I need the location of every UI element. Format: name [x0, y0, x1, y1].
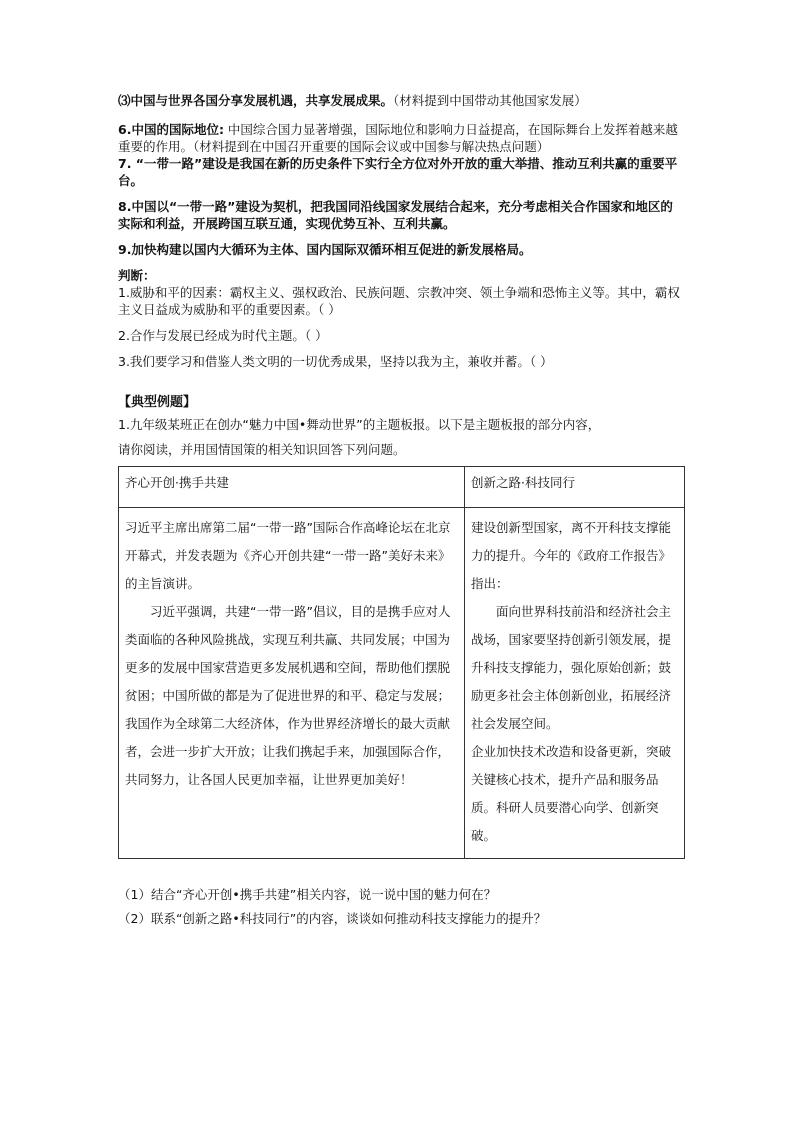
board-right-paragraph-2: 面向世界科技前沿和经济社会主战场，国家要坚持创新引领发展，提升科技支撑能力，强化原始创新；鼓励更多社会主体创新创业，拓展经济社会发展空间。 [471, 604, 672, 731]
question-2: （2）联系“创新之路•科技同行”的内容，谈谈如何推动科技支撑能力的提升？ [118, 911, 547, 926]
judge-item-3: 3.我们要学习和借鉴人类文明的一切优秀成果，坚持以我为主，兼收并蓄。（ ） [118, 354, 553, 369]
point-6 [118, 121, 684, 155]
point-8: 8.中国以“一带一路”建设为契机，把我国同沿线国家发展结合起来，充分考虑相关合作国家和地区的实际和利益，开展跨国互联互通，实现优势互补、互利共赢。 [118, 199, 673, 231]
point-3-note: （材料提到中国带动其他国家发展） [393, 93, 587, 108]
point-3-bold: ⑶中国与世界各国分享发展机遇，共享发展成果。 [118, 93, 394, 108]
board-right-paragraph-1: 建设创新型国家，离不开科技支撑能力的提升。今年的《政府工作报告》指出： [471, 520, 672, 591]
question-list [118, 883, 684, 931]
board-left-paragraph-1: 习近平主席出席第二届“一带一路”国际合作高峰论坛在北京开幕式，并发表题为《齐心开创共建“一带一路”美好未来》的主旨演讲。 [125, 520, 451, 591]
point-7: 7. “一带一路”建设是我国在新的历史条件下实行全方位对外开放的重大举措、推动互利共赢的重要平台。 [118, 156, 678, 188]
board-header-row [119, 467, 685, 508]
board-left-paragraph-2: 习近平强调，共建“一带一路”倡议，目的是携手应对人类面临的各种风险挑战，实现互利共赢、共同发展；中国为更多的发展中国家营造更多发展机遇和空间，帮助他们摆脱贫困；中国所做的都是为了促进世界的和平、稳定与发展；我国作为全球第二大经济体，作为世界经济增长的最大贡献者，会进一步扩大开放；让我们携起手来，加强国际合作，共同努力，让各国人民更加幸福，让世界更加美好！ [125, 604, 451, 787]
board-left-header: 齐心开创·携手共建 [119, 467, 465, 508]
judge-title: 判断： [118, 268, 156, 283]
question-1: （1）结合“齐心开创•携手共建”相关内容，说一说中国的魅力何在？ [118, 887, 497, 902]
point-3 [118, 92, 684, 109]
board-left-cell [119, 508, 465, 859]
point-6-label: 6.中国的国际地位: [118, 122, 224, 137]
example-section-title: 【典型例题】 [118, 395, 197, 410]
point-6-text: 中国综合国力显著增强，国际地位和影响力日益提高，在国际舞台上发挥着越来越重要的作用。（材料提到在中国召开重要的国际会议或中国参与解决热点问题） [118, 122, 678, 154]
board-table [118, 466, 685, 859]
document-page [118, 92, 684, 931]
judge-item-1: 1.威胁和平的因素：霸权主义、强权政治、民族问题、宗教冲突、领土争端和恐怖主义等。其中，霸权主义日益成为威胁和平的重要因素。（ ） [118, 285, 680, 317]
board-right-paragraph-3: 企业加快技术改造和设备更新，突破关键核心技术，提升产品和服务品质。科研人员要潜心向学、创新突破。 [471, 744, 672, 843]
point-9: 9.加快构建以国内大循环为主体、国内国际双循环相互促进的新发展格局。 [118, 242, 532, 257]
judge-item-2: 2.合作与发展已经成为时代主题。（ ） [118, 328, 328, 343]
board-content-row [119, 508, 685, 859]
example-intro-line-2: 请你阅读，并用国情国策的相关知识回答下列问题。 [118, 442, 406, 457]
example-intro-line-1: 1.九年级某班正在创办“魅力中国•舞动世界”的主题板报。以下是主题板报的部分内容， [118, 417, 601, 432]
board-right-header: 创新之路·科技同行 [465, 467, 685, 508]
board-right-cell [465, 508, 685, 859]
